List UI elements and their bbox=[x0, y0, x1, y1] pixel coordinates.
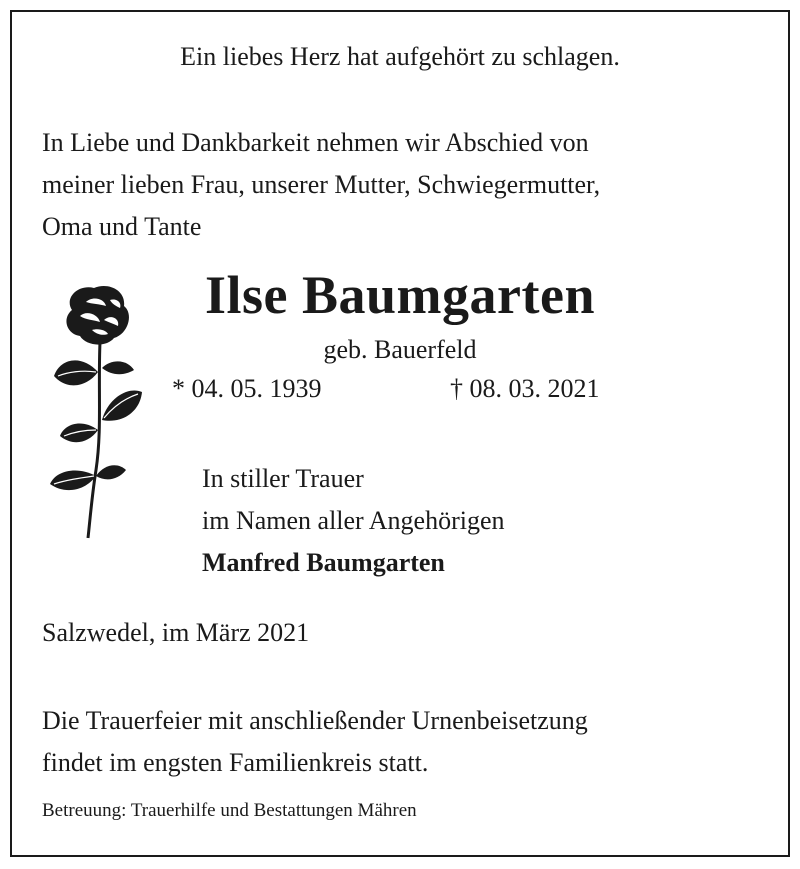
ceremony-line: findet im engsten Familienkreis statt. bbox=[42, 748, 429, 777]
ceremony-line: Die Trauerfeier mit anschließender Urnenbeisetzung bbox=[42, 706, 588, 735]
place-date: Salzwedel, im März 2021 bbox=[42, 618, 310, 647]
deceased-name: Ilse Baumgarten bbox=[205, 265, 595, 325]
obituary-frame bbox=[10, 10, 790, 857]
intro-line: In Liebe und Dankbarkeit nehmen wir Abschied von bbox=[42, 128, 589, 157]
signer-name: Manfred Baumgarten bbox=[202, 548, 445, 577]
funeral-service-credit: Betreuung: Trauerhilfe und Bestattungen Mähren bbox=[42, 800, 417, 821]
intro-paragraph bbox=[42, 122, 758, 248]
intro-line: meiner lieben Frau, unserer Mutter, Schwiegermutter, bbox=[42, 170, 601, 199]
ceremony-paragraph bbox=[42, 700, 758, 784]
mourners-line: In stiller Trauer bbox=[202, 464, 364, 493]
opening-line: Ein liebes Herz hat aufgehört zu schlagen. bbox=[180, 42, 620, 71]
maiden-name: geb. Bauerfeld bbox=[323, 335, 477, 364]
death-date: † 08. 03. 2021 bbox=[450, 374, 600, 403]
mourners-block bbox=[202, 458, 505, 584]
birth-date: * 04. 05. 1939 bbox=[172, 374, 322, 403]
mourners-line: im Namen aller Angehörigen bbox=[202, 506, 505, 535]
intro-line: Oma und Tante bbox=[42, 212, 202, 241]
